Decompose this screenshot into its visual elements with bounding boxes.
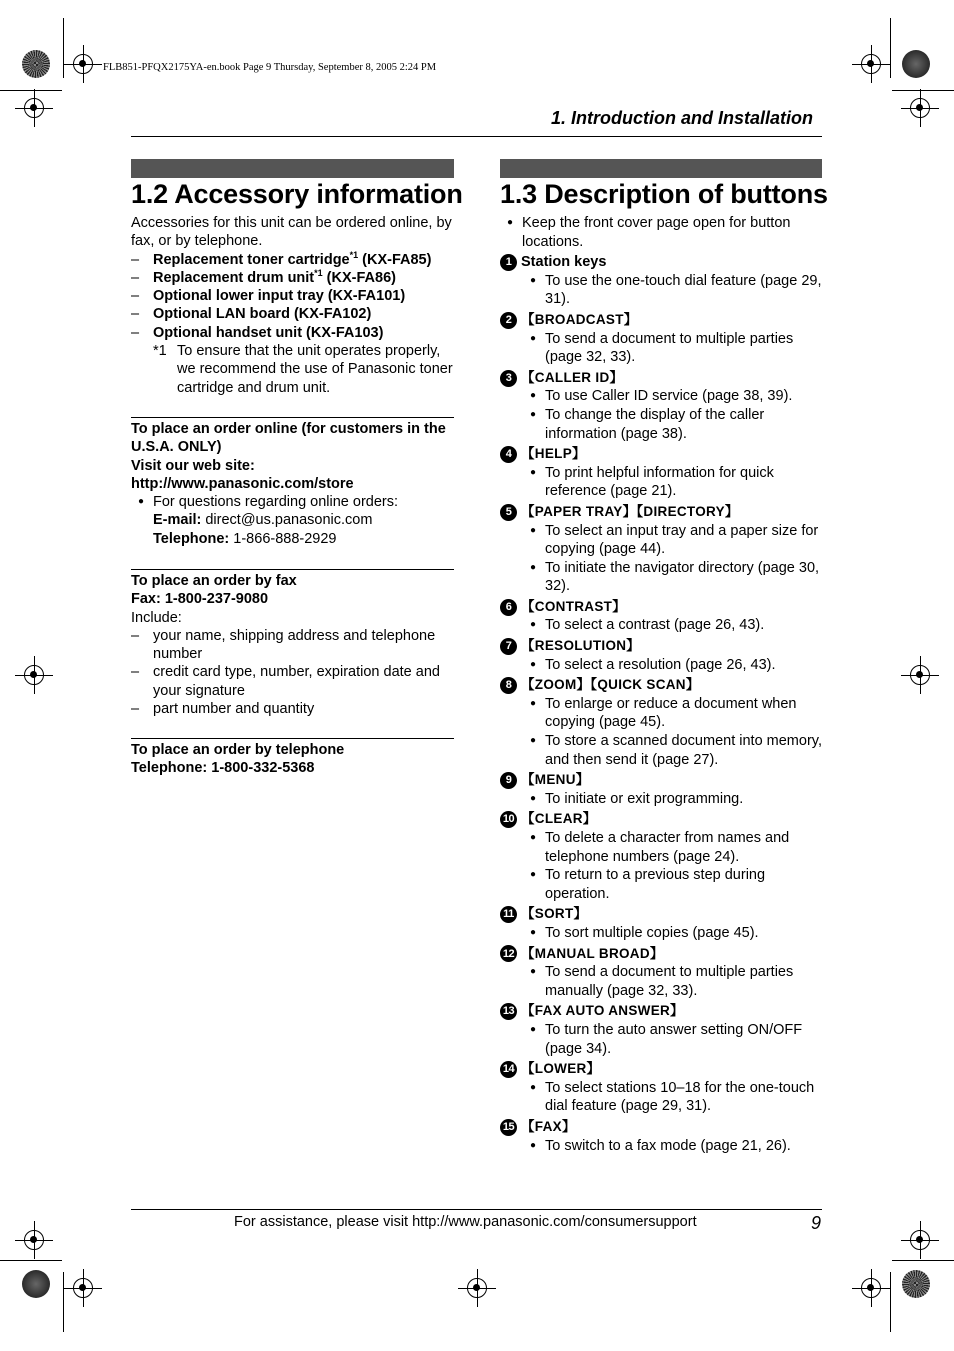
number-badge: 7 — [500, 638, 517, 655]
book-file-info: FLB851-PFQX2175YA-en.book Page 9 Thursday, September 8, 2005 2:24 PM — [103, 62, 437, 73]
button-entry-title — [500, 369, 825, 388]
email-address[interactable]: direct@us.panasonic.com — [201, 512, 373, 529]
registration-mark — [910, 1230, 930, 1250]
accessory-item — [131, 305, 455, 323]
buttons-intro: Keep the front cover page open for button locations. — [522, 215, 791, 250]
email-line — [153, 511, 398, 529]
footnote-text: To ensure that the unit operates properly, we recommend the use of Panasonic toner cartridge and drum unit. — [177, 343, 453, 396]
registration-mark — [73, 1278, 93, 1298]
registration-mark — [24, 1230, 44, 1250]
footnote-mark: *1 — [153, 343, 167, 360]
button-description — [530, 1079, 825, 1116]
button-description — [530, 522, 825, 559]
footer-assistance-text: For assistance, please visit http://www.panasonic.com/consumersupport — [234, 1214, 697, 1230]
store-url-link[interactable]: http://www.panasonic.com/store — [131, 475, 354, 492]
button-entry — [500, 1118, 825, 1155]
accessory-list — [131, 251, 455, 342]
crop-mark — [63, 18, 64, 78]
bullet-icon: ● — [530, 792, 537, 804]
button-entry-title — [500, 810, 825, 829]
description-text: To enlarge or reduce a document when copying (page 45). — [545, 695, 797, 731]
registration-mark — [467, 1278, 487, 1298]
button-entry-title — [500, 945, 825, 964]
button-entry — [500, 503, 825, 596]
bullet-icon: ● — [530, 735, 537, 747]
bullet-icon: ● — [530, 561, 537, 573]
number-badge: 4 — [500, 446, 517, 463]
number-badge: 2 — [500, 312, 517, 329]
button-entry-title — [500, 598, 825, 617]
registration-mark — [24, 665, 44, 685]
dash-marker: – — [131, 701, 140, 718]
button-key-name: 【SORT】 — [521, 906, 588, 922]
telephone-label: Telephone: — [153, 530, 230, 547]
button-key-name: 【FAX AUTO ANSWER】 — [521, 1003, 684, 1019]
button-key-name: 【RESOLUTION】 — [521, 638, 641, 654]
accessory-model: (KX-FA85) — [358, 251, 432, 268]
dash-marker: – — [131, 251, 140, 268]
bullet-icon: ● — [530, 332, 537, 344]
button-description — [530, 387, 825, 406]
fax-order-heading: To place an order by fax — [131, 573, 297, 589]
section-bar — [500, 159, 822, 178]
footnote-ref: *1 — [349, 249, 359, 260]
button-description — [530, 559, 825, 596]
bullet-icon: ● — [507, 217, 514, 228]
bullet-icon: ● — [530, 658, 537, 670]
page-title-accessory-information: 1.2 Accessory information — [131, 179, 463, 209]
accessory-name: Optional lower input tray (KX-FA101) — [153, 288, 406, 305]
number-badge: 14 — [500, 1061, 517, 1078]
button-entry — [500, 1002, 825, 1058]
bullet-icon: ● — [530, 926, 537, 938]
phone-order-section — [131, 741, 455, 778]
bullet-icon: ● — [530, 619, 537, 631]
color-registration-disc — [902, 1270, 930, 1298]
button-entry-title — [500, 445, 825, 464]
accessory-item — [131, 269, 455, 287]
bullet-icon: ● — [530, 1081, 537, 1093]
button-description — [530, 732, 825, 769]
intro-bullet — [507, 214, 825, 251]
description-text: To turn the auto answer setting ON/OFF (page 34). — [545, 1021, 803, 1057]
include-item — [131, 700, 455, 718]
email-label: E-mail: — [153, 512, 202, 529]
button-entry — [500, 810, 825, 903]
description-text: To sort multiple copies (page 45). — [545, 924, 759, 941]
number-badge: 12 — [500, 945, 517, 962]
button-description — [530, 464, 825, 501]
button-description — [530, 866, 825, 903]
accessory-text — [153, 287, 405, 305]
description-text: To use the one-touch dial feature (page 29, 31). — [545, 272, 822, 308]
button-key-name: 【LOWER】 — [521, 1061, 601, 1077]
button-key-name: 【ZOOM】【QUICK SCAN】 — [521, 677, 700, 693]
description-text: To send a document to multiple parties manually (page 32, 33). — [545, 964, 794, 999]
footnote — [153, 342, 455, 397]
footnote-ref: *1 — [314, 268, 323, 279]
accessory-name: Replacement drum unit — [153, 269, 315, 286]
accessory-text — [153, 251, 431, 269]
buttons-section — [500, 214, 825, 1155]
bullet-icon: ● — [530, 697, 537, 709]
number-badge: 13 — [500, 1003, 517, 1020]
include-text: part number and quantity — [153, 701, 315, 718]
button-entry — [500, 445, 825, 501]
accessory-text — [153, 269, 396, 287]
button-description — [530, 963, 825, 1000]
footer-rule — [131, 1209, 822, 1210]
description-text: To initiate or exit programming. — [545, 790, 744, 807]
button-entry-title — [500, 771, 825, 790]
color-registration-disc — [902, 50, 930, 78]
description-text: To store a scanned document into memory, and then send it (page 27). — [545, 733, 822, 768]
button-key-name: 【MANUAL BROAD】 — [521, 945, 664, 961]
accessory-name: Optional handset unit (KX-FA103) — [153, 324, 384, 341]
button-entry — [500, 905, 825, 942]
button-key-name: 【CALLER ID】 — [521, 369, 624, 385]
button-description — [530, 330, 825, 367]
button-entry — [500, 945, 825, 1001]
button-description — [530, 790, 825, 809]
description-text: To return to a previous step during operation. — [545, 867, 766, 902]
bullet-icon: ● — [530, 274, 537, 286]
bullet-icon: ● — [138, 496, 145, 508]
button-key-name: 【BROADCAST】 — [521, 311, 638, 327]
online-question-text: For questions regarding online orders: — [153, 494, 399, 511]
description-text: To select a resolution (page 26, 43). — [545, 656, 776, 673]
include-item — [131, 663, 455, 700]
button-description — [530, 1137, 825, 1156]
number-badge: 6 — [500, 599, 517, 616]
dash-marker: – — [131, 627, 140, 644]
registration-mark — [73, 54, 93, 74]
accessory-name: Replacement toner cartridge — [153, 251, 350, 268]
button-entry-title — [500, 1002, 825, 1021]
button-entry-title — [500, 503, 825, 522]
phone-order-number: Telephone: 1-800-332-5368 — [131, 760, 315, 777]
bullet-icon: ● — [530, 1023, 537, 1035]
include-text: credit card type, number, expiration date and your signature — [153, 664, 440, 699]
color-registration-disc — [22, 1270, 50, 1298]
color-registration-disc — [22, 50, 50, 78]
button-description — [530, 695, 825, 732]
header-rule — [131, 136, 822, 137]
button-description — [530, 406, 825, 443]
description-text: To select a contrast (page 26, 43). — [545, 617, 765, 634]
description-text: To select an input tray and a paper size for copying (page 44). — [545, 522, 819, 558]
bullet-icon: ● — [530, 466, 537, 478]
accessory-item — [131, 251, 455, 269]
online-order-section — [131, 420, 455, 548]
button-entry-title — [500, 676, 825, 695]
page-title-description-of-buttons: 1.3 Description of buttons — [500, 179, 828, 209]
button-entry — [500, 311, 825, 367]
description-text: To send a document to multiple parties (page 32, 33). — [545, 330, 794, 366]
button-entry-title — [500, 311, 825, 330]
accessory-text — [153, 324, 383, 342]
button-entry — [500, 598, 825, 635]
accessory-item — [131, 287, 455, 305]
include-label: Include: — [131, 609, 182, 626]
button-entry-title — [500, 1060, 825, 1079]
divider — [131, 417, 454, 418]
description-text: To use Caller ID service (page 38, 39). — [545, 388, 793, 405]
dash-marker: – — [131, 664, 140, 681]
fax-number: Fax: 1-800-237-9080 — [131, 591, 269, 608]
number-badge: 8 — [500, 677, 517, 694]
bullet-icon: ● — [530, 1139, 537, 1151]
bullet-icon: ● — [530, 966, 537, 978]
dash-marker: – — [131, 288, 140, 305]
phone-order-heading: To place an order by telephone — [131, 742, 345, 758]
accessory-section — [131, 214, 455, 397]
accessory-name: Optional LAN board (KX-FA102) — [153, 306, 372, 323]
number-badge: 11 — [500, 906, 517, 923]
fax-include-list — [131, 627, 455, 718]
registration-mark — [861, 1278, 881, 1298]
button-key-name: 【CLEAR】 — [521, 811, 597, 827]
divider — [131, 738, 454, 739]
divider — [131, 569, 454, 570]
bullet-icon: ● — [530, 524, 537, 536]
description-text: To print helpful information for quick reference (page 21). — [545, 464, 774, 500]
crop-mark — [892, 90, 954, 91]
registration-mark — [24, 98, 44, 118]
button-entry — [500, 1060, 825, 1116]
button-entry — [500, 253, 825, 309]
number-badge: 3 — [500, 370, 517, 387]
dash-marker: – — [131, 269, 140, 286]
online-order-heading: To place an order online (for customers in the U.S.A. ONLY) — [131, 421, 446, 456]
crop-mark — [63, 1272, 64, 1332]
button-key-name: 【PAPER TRAY】【DIRECTORY】 — [521, 503, 739, 519]
accessory-item — [131, 324, 455, 342]
button-key-name: 【FAX】 — [521, 1118, 576, 1134]
button-key-name: 【CONTRAST】 — [521, 598, 626, 614]
section-bar — [131, 159, 454, 178]
button-description — [530, 616, 825, 635]
bullet-icon: ● — [530, 832, 537, 843]
button-key-name: Station keys — [521, 254, 607, 271]
fax-order-section — [131, 572, 455, 718]
description-text: To switch to a fax mode (page 21, 26). — [545, 1137, 791, 1154]
accessory-text — [153, 305, 371, 323]
page-number: 9 — [811, 1213, 822, 1233]
button-entry — [500, 637, 825, 674]
description-text: To delete a character from names and telephone numbers (page 24). — [545, 830, 790, 865]
button-description-list — [500, 253, 825, 1155]
button-description — [530, 656, 825, 675]
button-entry — [500, 369, 825, 443]
button-entry-title — [500, 637, 825, 656]
bullet-icon: ● — [530, 390, 537, 402]
button-description — [530, 829, 825, 866]
online-bullet — [138, 493, 455, 548]
include-text: your name, shipping address and telephone number — [153, 627, 436, 663]
crop-mark — [892, 1260, 954, 1261]
button-description — [530, 272, 825, 309]
bullet-icon: ● — [530, 408, 537, 420]
button-entry-title — [500, 253, 825, 272]
button-key-name: 【HELP】 — [521, 446, 586, 462]
telephone-number: 1-866-888-2929 — [229, 530, 337, 547]
button-entry — [500, 771, 825, 808]
accessory-intro: Accessories for this unit can be ordered online, by fax, or by telephone. — [131, 215, 452, 250]
crop-mark — [0, 1260, 62, 1261]
section-header: 1. Introduction and Installation — [551, 108, 814, 128]
bullet-icon: ● — [530, 869, 537, 881]
telephone-line — [153, 530, 398, 548]
description-text: To change the display of the caller information (page 38). — [545, 406, 765, 442]
registration-mark — [910, 98, 930, 118]
button-description — [530, 1021, 825, 1058]
registration-mark — [861, 54, 881, 74]
number-badge: 15 — [500, 1119, 517, 1136]
button-entry — [500, 676, 825, 769]
button-entry-title — [500, 1118, 825, 1137]
crop-mark — [890, 1272, 891, 1332]
number-badge: 1 — [500, 254, 517, 271]
button-description — [530, 924, 825, 943]
number-badge: 5 — [500, 504, 517, 521]
button-key-name: 【MENU】 — [521, 772, 590, 788]
description-text: To select stations 10–18 for the one-touch dial feature (page 29, 31). — [545, 1079, 815, 1115]
number-badge: 10 — [500, 811, 517, 828]
crop-mark — [890, 18, 891, 78]
crop-mark — [0, 90, 62, 91]
description-text: To initiate the navigator directory (page 30, 32). — [545, 559, 820, 595]
number-badge: 9 — [500, 772, 517, 789]
include-item — [131, 627, 455, 664]
accessory-model: (KX-FA86) — [322, 269, 396, 286]
web-site-label: Visit our web site: — [131, 457, 255, 474]
registration-mark — [910, 665, 930, 685]
button-entry-title — [500, 905, 825, 924]
dash-marker: – — [131, 306, 140, 323]
dash-marker: – — [131, 324, 140, 341]
